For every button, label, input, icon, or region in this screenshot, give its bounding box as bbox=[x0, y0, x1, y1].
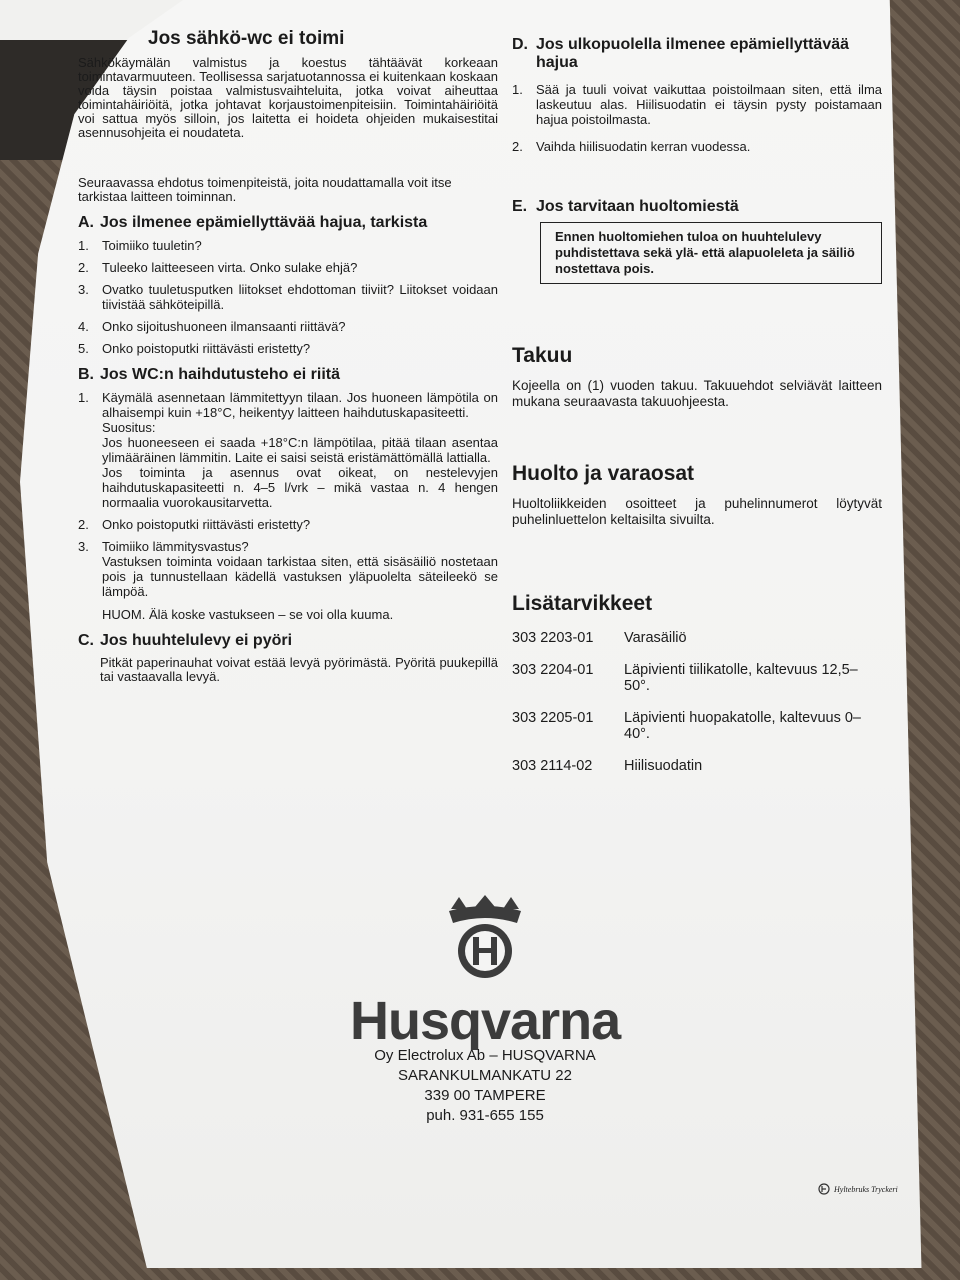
section-letter: D. bbox=[512, 36, 528, 53]
accessory-code: 303 2204-01 bbox=[512, 662, 594, 678]
item-number: 3. bbox=[78, 282, 89, 297]
item-number: 4. bbox=[78, 319, 89, 334]
item-text: Tuleeko laitteeseen virta. Onko sulake ehjä? bbox=[102, 260, 358, 275]
service-text: Huoltoliikkeiden osoitteet ja puhelinnumerot löytyvät puhelinluettelon keltaisilta sivuilta. bbox=[512, 496, 882, 527]
item-text-main: Vastuksen toiminta voidaan tarkistaa siten, että sisäsäiliö nostetaan pois ja tunnustellaan kädellä vastuksen yläpuolelta säteileekö se lämpöä. bbox=[102, 554, 498, 599]
item-text: Vaihda hiilisuodatin kerran vuodessa. bbox=[536, 139, 751, 154]
intro-paragraph: Sähkökäymälän valmistus ja koestus tähtäävät korkeaan toimintavarmuuteen. Teollisessa sarjatuotannossa ei kuitenkaan koskaan voida täysin poistaa valmistusvaihteluita, jotka voivat aiheuttaa toimintahäiriöitä, jotka johtavat korjaustoimenpiteisiin. Toimintahäiriöitä voi sattua myös silloin, jos laitetta ei hoideta ohjeiden mukaisestitai asennusohjeita ei noudateta. bbox=[78, 55, 498, 140]
service-heading: Huolto ja varaosat bbox=[512, 462, 695, 485]
item-text: Onko poistoputki riittävästi eristetty? bbox=[102, 517, 311, 532]
item-text bbox=[102, 539, 498, 622]
section-a-list bbox=[78, 238, 498, 356]
section-title-text: Jos ulkopuolella ilmenee epämiellyttävää hajua bbox=[536, 36, 850, 71]
phone-number: puh. 931-655 155 bbox=[426, 1107, 544, 1124]
item-text: Ovatko tuuletusputken liitokset ehdottoman tiiviit? Liitokset voidaan tiivistää sähköteipillä. bbox=[102, 282, 498, 312]
section-letter: E. bbox=[512, 198, 528, 215]
list-item bbox=[512, 82, 882, 127]
printer-mark bbox=[818, 1183, 898, 1195]
item-number: 1. bbox=[78, 390, 89, 405]
warranty-text: Kojeella on (1) vuoden takuu. Takuuehdot selviävät laitteen mukana seuraavasta takuuohjeesta. bbox=[512, 378, 882, 409]
accessory-row bbox=[512, 710, 882, 742]
item-number: 2. bbox=[78, 260, 89, 275]
list-item bbox=[78, 260, 498, 275]
company-address bbox=[350, 1046, 620, 1126]
recommend-text: Jos huoneeseen ei saada +18°C:n lämpötilaa, pitää tilaan asentaa ylimääräinen lämmitin. Laite ei saisi seistä eristämättömällä lattialla. bbox=[102, 435, 498, 465]
warning-text: HUOM. Älä koske vastukseen – se voi olla kuuma. bbox=[102, 607, 394, 622]
husqvarna-crown-logo-icon bbox=[445, 895, 525, 979]
accessory-name: Hiilisuodatin bbox=[624, 758, 703, 774]
right-column bbox=[512, 36, 882, 790]
accessory-code: 303 2114-02 bbox=[512, 758, 593, 774]
item-number: 1. bbox=[78, 238, 89, 253]
item-text: Onko poistoputki riittävästi eristetty? bbox=[102, 341, 311, 356]
accessory-name: Läpivienti tiilikatolle, kaltevuus 12,5–50°. bbox=[624, 662, 858, 694]
company-name: Oy Electrolux Ab – HUSQVARNA bbox=[374, 1047, 596, 1064]
printer-name: Hyltebruks Tryckeri bbox=[834, 1184, 898, 1194]
accessories-list bbox=[512, 630, 882, 774]
service-notice-box: Ennen huoltomiehen tuloa on huuhtelulevy puhdistettava sekä ylä- että alapuoleleta ja säiliö nostettava pois. bbox=[540, 222, 882, 284]
item-number: 5. bbox=[78, 341, 89, 356]
section-letter: C. bbox=[78, 632, 94, 649]
section-letter: A. bbox=[78, 214, 94, 231]
accessory-row bbox=[512, 662, 882, 694]
list-item bbox=[78, 517, 498, 532]
accessory-code: 303 2205-01 bbox=[512, 710, 594, 726]
recommend-label: Suositus: bbox=[102, 420, 156, 435]
section-d-title bbox=[512, 36, 882, 72]
item-text: Toimiiko tuuletin? bbox=[102, 238, 202, 253]
item-number: 1. bbox=[512, 82, 523, 97]
section-e-title bbox=[512, 198, 882, 216]
accessory-name: Varasäiliö bbox=[624, 630, 687, 646]
item-text: Onko sijoitushuoneen ilmansaanti riittävä? bbox=[102, 319, 346, 334]
accessory-row bbox=[512, 630, 882, 646]
section-c-text: Pitkät paperinauhat voivat estää levyä pyörimästä. Pyöritä puukepillä tai vastaavalla levyä. bbox=[100, 655, 498, 684]
section-title-text: Jos WC:n haihdutusteho ei riitä bbox=[100, 366, 341, 383]
brand-block bbox=[350, 895, 620, 1052]
left-column bbox=[78, 28, 498, 684]
section-b-title bbox=[78, 366, 498, 384]
list-item bbox=[78, 539, 498, 622]
section-letter: B. bbox=[78, 366, 94, 383]
city-address: 339 00 TAMPERE bbox=[424, 1087, 546, 1104]
warranty-heading: Takuu bbox=[512, 344, 573, 367]
list-item bbox=[78, 319, 498, 334]
street-address: SARANKULMANKATU 22 bbox=[398, 1067, 572, 1084]
accessory-name: Läpivienti huopakatolle, kaltevuus 0–40°. bbox=[624, 710, 861, 742]
section-title-text: Jos huuhtelulevy ei pyöri bbox=[100, 632, 293, 649]
section-title-text: Jos ilmenee epämiellyttävää hajua, tarkista bbox=[100, 214, 428, 231]
accessories-heading: Lisätarvikkeet bbox=[512, 592, 653, 615]
section-a-title bbox=[78, 214, 498, 232]
section-d-list bbox=[512, 82, 882, 154]
list-item bbox=[78, 390, 498, 510]
item-number: 3. bbox=[78, 539, 89, 554]
item-text bbox=[102, 390, 498, 510]
item-title: Toimiiko lämmitysvastus? bbox=[102, 539, 249, 554]
section-title-text: Jos tarvitaan huoltomiestä bbox=[536, 198, 739, 215]
list-item bbox=[78, 282, 498, 312]
section-b-list bbox=[78, 390, 498, 622]
main-heading: Jos sähkö-wc ei toimi bbox=[148, 28, 345, 49]
section-c-title bbox=[78, 632, 498, 650]
brand-name: Husqvarna bbox=[350, 991, 621, 1051]
list-item bbox=[78, 238, 498, 253]
item-text: Sää ja tuuli voivat vaikuttaa poistoilmaan siten, että ilma laskeutuu alas. Hiilisuodatin ei täysin pysty poistamaan hajua poistoilmasta. bbox=[536, 82, 882, 127]
suggestion-text: Seuraavassa ehdotus toimenpiteistä, joita noudattamalla voit itse tarkistaa laitteen toiminnan. bbox=[78, 175, 452, 204]
accessory-row bbox=[512, 758, 882, 774]
item-text-main: Käymälä asennetaan lämmitettyyn tilaan. Jos huoneen lämpötila on alhaisempi kuin +18°C, heikentyy laitteen haihdutuskapasiteetti. bbox=[102, 390, 498, 420]
capacity-text: Jos toiminta ja asennus ovat oikeat, on nestelevyjen haihdutuskapasiteetti n. 4–5 l/vrk – mikä vastaa n. 4 hengen normaalia vuorokausitarvetta. bbox=[102, 465, 498, 510]
item-number: 2. bbox=[512, 139, 523, 154]
list-item bbox=[512, 139, 882, 154]
list-item bbox=[78, 341, 498, 356]
printer-logo-icon bbox=[818, 1183, 830, 1195]
accessory-code: 303 2203-01 bbox=[512, 630, 594, 646]
item-number: 2. bbox=[78, 517, 89, 532]
